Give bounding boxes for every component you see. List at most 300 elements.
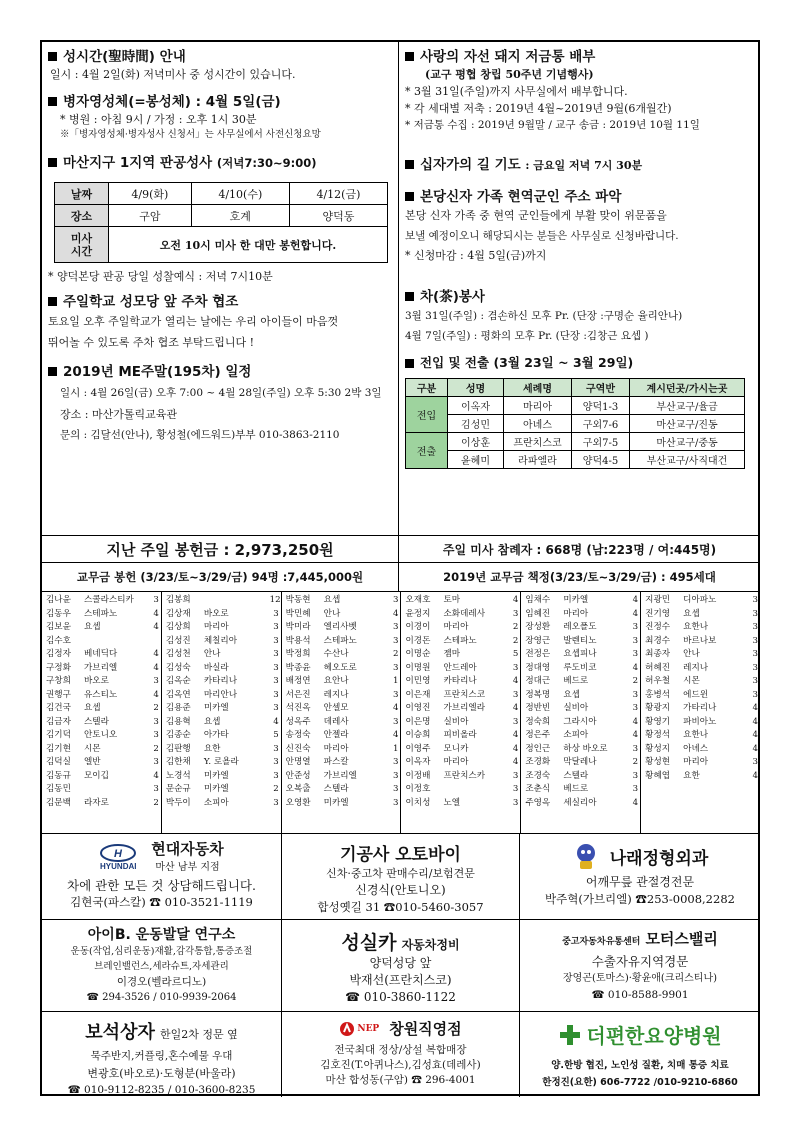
- ad-naerae: [520, 834, 760, 920]
- roster-count: 2: [512, 635, 519, 646]
- roster-name: 이경이: [405, 622, 431, 632]
- roster-name: 김기현: [46, 743, 71, 754]
- roster-row: [645, 648, 758, 662]
- roster-count: 3: [273, 703, 279, 713]
- roster-row: [46, 594, 159, 608]
- roster-baptism: 발렌티노: [563, 635, 597, 646]
- roster-baptism: 요셉: [323, 595, 341, 605]
- roster-count: 5: [512, 649, 519, 659]
- roster-baptism: 마리아: [203, 622, 229, 632]
- section-title: [48, 93, 393, 111]
- roster-row: [166, 594, 279, 608]
- sick-communion-title: 병자영성체(=봉성체) : 4월 5일(금): [63, 94, 281, 110]
- roster-baptism: 바오로: [203, 608, 229, 619]
- roster-name: 최경수: [645, 635, 671, 646]
- roster-baptism: 안나: [203, 649, 221, 659]
- ad-name: 아이B. 운동발달 연구소: [87, 927, 236, 943]
- roster-row: [405, 594, 518, 608]
- roster-count: 4: [752, 703, 758, 713]
- roster-baptism: 수산나: [323, 649, 349, 659]
- roster-count: 4: [393, 608, 399, 619]
- roster-row: [46, 635, 159, 649]
- hyundai-logo-icon: [99, 844, 137, 862]
- roster-row: [46, 743, 159, 757]
- roster-baptism: 아가타: [203, 730, 229, 740]
- roster-row: [166, 675, 279, 689]
- ad-name: 더편한요양병원: [586, 1024, 722, 1048]
- roster-count: 3: [512, 662, 519, 673]
- roster-count: 4: [632, 716, 639, 727]
- roster-name: 오재호: [405, 595, 431, 605]
- table-cell: 양덕1-3: [572, 397, 630, 415]
- roster-row: [46, 797, 159, 811]
- roster-count: 3: [512, 770, 519, 781]
- roster-baptism: [441, 783, 509, 797]
- roster-count: 4: [632, 797, 639, 808]
- roster-row: [405, 716, 518, 730]
- diocese-bar: [42, 563, 760, 591]
- roster-row: [286, 594, 399, 608]
- roster-count: 4: [512, 703, 519, 713]
- roster-count: 4: [632, 595, 639, 605]
- roster-count: 3: [752, 676, 758, 686]
- roster-row: [525, 689, 638, 703]
- roster-name: 황광지: [645, 703, 671, 713]
- roster-baptism: 프란치스카: [443, 770, 485, 781]
- roster-row: [286, 729, 399, 743]
- roster-name: 정반빈: [525, 703, 551, 713]
- roster-count: 3: [752, 635, 758, 646]
- transfer-in-label: 전입: [406, 397, 448, 433]
- roster-count: [150, 635, 159, 649]
- section-title: [405, 48, 755, 66]
- roster-name: 장성환: [525, 622, 551, 632]
- roster-name: 정대영: [525, 662, 551, 673]
- table-cell: 윤혜미: [448, 451, 504, 469]
- roster-baptism: 헤오도로: [323, 662, 357, 673]
- roster-count: 3: [273, 689, 279, 700]
- roster-baptism: 그라시아: [563, 716, 597, 727]
- roster-count: 3: [512, 608, 519, 619]
- transfer-title: 전입 및 전출: [420, 355, 490, 370]
- roster-row: [525, 716, 638, 730]
- roster-row: [525, 608, 638, 622]
- roster-row: [46, 729, 159, 743]
- roster-name: 김성천: [165, 649, 191, 659]
- ad-contact: 합성옛길 31 ☎010-5460-3057: [317, 900, 484, 914]
- roster-count: 4: [512, 676, 519, 686]
- soldier-text: 보낼 예정이오니 해당되시는 분들은 사무실로 신청바랍니다.: [405, 230, 679, 242]
- tea-service-line: 4월 7일(주일) : 평화의 모후 Pr. (단장 :김창근 요셉 ): [405, 330, 649, 342]
- roster-baptism: Y. 로욜라: [203, 757, 239, 767]
- roster-count: 3: [632, 689, 639, 700]
- roster-name: 석진옥: [285, 703, 311, 713]
- ad-line: 장영곤(토마스)·황윤애(크리스티나): [562, 973, 718, 984]
- roster-name: 김동우: [46, 608, 71, 619]
- ad-tag: 자동차정비: [401, 938, 460, 952]
- section-title: [405, 288, 755, 306]
- roster-row: [525, 621, 638, 635]
- confession-note: * 양덕본당 판공 당일 성찰예식 : 저녁 7시10분: [48, 270, 273, 283]
- roster-baptism: 스텔라: [563, 770, 589, 781]
- roster-baptism: 안토니오: [84, 730, 118, 740]
- roster-baptism: 미카엘: [563, 595, 589, 605]
- roster-row: [645, 756, 758, 770]
- roster-row: [286, 783, 399, 797]
- roster-count: 5: [273, 730, 279, 740]
- table-cell: 김성민: [448, 415, 504, 433]
- roster-row: [166, 689, 279, 703]
- roster-row: [525, 729, 638, 743]
- roster-row: [46, 648, 159, 662]
- roster-name: 김성숙: [165, 662, 191, 673]
- roster-row: [166, 797, 279, 811]
- roster-row: [286, 702, 399, 716]
- soldier-text: 본당 신자 가족 중 현역 군인들에게 부활 맞이 위문품을: [405, 209, 667, 222]
- roster-count: 3: [512, 784, 519, 794]
- roster-name: 이영진: [405, 703, 431, 713]
- roster-row: [405, 648, 518, 662]
- ad-line: 운동(작업,심리운동)재활,감각통합,통증조절: [70, 946, 253, 957]
- roster-baptism: 카타리나: [203, 676, 238, 686]
- roster-row: [525, 743, 638, 757]
- roster-row: [405, 743, 518, 757]
- roster-name: 김판행: [165, 743, 191, 754]
- table-header: 미사 시간: [55, 227, 109, 263]
- roster-count: 3: [632, 622, 639, 632]
- roster-name: 김성진: [165, 635, 191, 646]
- roster-baptism: 소화데레사: [443, 608, 485, 619]
- table-cell: 양덕4-5: [572, 451, 630, 469]
- diocese-offering: 교무금 봉헌 (3/23/토~3/29/금) 94명 :7,445,000원: [42, 563, 399, 591]
- roster-baptism: [82, 783, 150, 797]
- table-cell: 구외7-6: [572, 415, 630, 433]
- roster-baptism: 젬마: [443, 649, 461, 659]
- roster-baptism: 안드레아: [443, 662, 477, 673]
- piggybank-sub: (교구 평협 창립 50주년 기념행사): [425, 68, 594, 81]
- roster-row: [645, 729, 758, 743]
- roster-baptism: 카타리나: [443, 676, 477, 686]
- roster-row: [286, 648, 399, 662]
- ad-line: 묵주반지,커플링,혼수예물 우대: [90, 1050, 233, 1062]
- section-title: [48, 363, 393, 381]
- ad-name: 모터스밸리: [645, 930, 718, 948]
- roster-name: 황정석: [645, 730, 671, 740]
- roster-row: [46, 756, 159, 770]
- last-sunday-offering: 지난 주일 봉헌금 : 2,973,250원: [42, 536, 399, 562]
- tea-service-line: 3월 31일(주일) : 겸손하신 모후 Pr. (단장 :구명순 율리안나): [405, 310, 683, 322]
- roster-column: [401, 592, 521, 833]
- roster-baptism: 안셀모: [323, 703, 349, 713]
- table-cell: 마리아: [504, 397, 572, 415]
- roster-name: 주영옥: [525, 797, 551, 808]
- roster-baptism: 하상 바오로: [563, 743, 608, 754]
- roster-count: 3: [752, 608, 758, 619]
- ad-line: 차에 관한 모든 것 상담해드립니다.: [67, 878, 256, 893]
- roster-name: 이경돈: [405, 635, 431, 646]
- stations-detail: : 금요일 저녁 7시 30분: [525, 159, 643, 172]
- roster-count: 4: [153, 662, 159, 673]
- piggybank-line: * 저금통 수집 : 2019년 9월말 / 교구 송금 : 2019년 10월 11일: [405, 119, 700, 131]
- roster-row: [46, 608, 159, 622]
- roster-name: 노경석: [165, 770, 191, 781]
- roster-name: 허혜진: [645, 662, 671, 673]
- roster-baptism: 엘반: [84, 757, 101, 767]
- roster-row: [286, 662, 399, 676]
- roster-baptism: 요셉: [84, 703, 101, 713]
- roster-name: 황성현: [645, 757, 671, 767]
- roster-count: 3: [273, 608, 279, 619]
- roster-baptism: 요한나: [683, 730, 709, 740]
- roster-row: [405, 621, 518, 635]
- roster-name: 이승희: [405, 730, 431, 740]
- roster-count: 4: [512, 730, 519, 740]
- piggybank-title: 사랑의 자선 돼지 저금통 배부: [420, 49, 596, 65]
- ad-contact: ☎ 010-8588-9901: [591, 989, 689, 1001]
- roster-count: 1: [393, 743, 399, 754]
- roster-name: 이은재: [405, 689, 431, 700]
- roster-count: 3: [273, 743, 279, 754]
- roster-row: [405, 662, 518, 676]
- ad-name: 보석상자: [85, 1022, 155, 1043]
- roster-baptism: 프란치스코: [443, 689, 485, 700]
- roster-count: 4: [632, 662, 639, 673]
- roster-count: 4: [752, 770, 758, 781]
- roster-baptism: 모이깁: [84, 770, 109, 781]
- roster-row: [645, 608, 758, 622]
- table-cell: 호계: [191, 205, 289, 227]
- roster-count: 4: [752, 716, 758, 727]
- roster-baptism: 모니카: [443, 743, 469, 754]
- roster-row: [525, 675, 638, 689]
- roster-count: 3: [393, 770, 399, 781]
- roster-count: 3: [393, 784, 399, 794]
- roster-baptism: 요셉: [203, 716, 221, 727]
- ad-contact: ☎ 010-9112-8235 / 010-3600-8235: [67, 1084, 256, 1096]
- roster-row: [525, 702, 638, 716]
- roster-count: 3: [393, 635, 399, 646]
- roster-baptism: 미카엘: [203, 784, 229, 794]
- roster-name: 김용준: [165, 703, 191, 713]
- ad-name: 나래정형외과: [609, 848, 709, 869]
- roster-baptism: 마리안나: [203, 689, 238, 700]
- roster-baptism: 미카엘: [203, 703, 229, 713]
- me-weekend-date: 일시 : 4월 26일(금) 오후 7:00 ~ 4월 28일(주일) 오후 5:30 2박 3일: [60, 387, 382, 399]
- roster-row: [166, 702, 279, 716]
- ad-jewelry: [42, 1012, 282, 1097]
- roster-count: 4: [153, 608, 159, 619]
- roster-name: 송정숙: [285, 730, 311, 740]
- roster-column: [521, 592, 641, 833]
- roster-count: 4: [393, 703, 399, 713]
- ad-hospital: [520, 1012, 760, 1097]
- roster-name: 임혜진: [525, 608, 551, 619]
- roster-count: 3: [632, 770, 639, 781]
- roster-count: 4: [273, 716, 279, 727]
- roster-count: 3: [273, 662, 279, 673]
- adoration-title: 성시간(聖時間) 안내: [63, 49, 186, 65]
- table-cell: 4/12(금): [289, 183, 387, 205]
- roster-row: [525, 783, 638, 797]
- roster-row: [286, 635, 399, 649]
- table-cell: 이옥자: [448, 397, 504, 415]
- roster-baptism: 유스티노: [84, 689, 118, 700]
- roster-count: 4: [632, 730, 639, 740]
- roster-name: 김옥순: [165, 676, 191, 686]
- table-header: 계시던곳/가시는곳: [630, 379, 745, 397]
- offering-bar: [42, 535, 760, 563]
- roster-baptism: 에드윈: [683, 689, 709, 700]
- green-cross-icon: [558, 1023, 582, 1047]
- ad-contact: ☎ 294-3526 / 010-9939-2064: [86, 992, 237, 1003]
- roster-name: 김상재: [165, 608, 191, 619]
- roster-baptism: 마리아: [443, 757, 469, 767]
- roster-row: [645, 716, 758, 730]
- roster-count: 3: [752, 757, 758, 767]
- roster-name: 정대근: [525, 676, 551, 686]
- table-cell: 구외7-5: [572, 433, 630, 451]
- tea-service-title: 차(茶)봉사: [420, 289, 485, 305]
- nep-brand: NEP: [357, 1023, 380, 1034]
- table-cell: 양덕동: [289, 205, 387, 227]
- table-header: 성명: [448, 379, 504, 397]
- roster-row: [645, 689, 758, 703]
- square-bullet-icon: [405, 292, 414, 301]
- roster-count: 4: [752, 743, 758, 754]
- roster-baptism: 베네딕다: [84, 649, 118, 659]
- diocese-assessment: 2019년 교무금 책정(3/23/토~3/29/금) : 495세대: [443, 570, 716, 584]
- roster-name: 이명원: [405, 662, 431, 673]
- roster-name: 성옥주: [285, 716, 311, 727]
- roster-count: 4: [153, 689, 159, 700]
- roster-name: 조경화: [525, 757, 551, 767]
- roster-row: [166, 662, 279, 676]
- roster-count: 3: [273, 635, 279, 646]
- ad-contact: 박주혁(가브리엘) ☎253-0008,2282: [545, 892, 735, 906]
- roster-name: 구창희: [46, 676, 71, 686]
- roster-row: [166, 783, 279, 797]
- section-title: [405, 156, 755, 174]
- roster-count: 3: [752, 595, 758, 605]
- roster-count: 3: [512, 689, 519, 700]
- parking-title: 주일학교 성모당 앞 주차 협조: [63, 294, 239, 310]
- roster-name: 박용석: [285, 635, 311, 646]
- roster-name: 김정자: [46, 649, 71, 659]
- ad-hyundai: [42, 834, 282, 920]
- hyundai-brand: HYUNDAI: [100, 861, 137, 871]
- square-bullet-icon: [48, 52, 57, 61]
- roster-baptism: 마리아: [683, 757, 709, 767]
- roster-row: [525, 756, 638, 770]
- roster-baptism: 미카엘: [323, 797, 349, 808]
- roster-name: 박미라: [285, 622, 311, 632]
- transfer-table: [405, 378, 745, 469]
- roster-name: 김용혁: [165, 716, 191, 727]
- roster-baptism: 안나: [323, 608, 341, 619]
- roster-row: [46, 675, 159, 689]
- me-weekend-title: 2019년 ME주말(195차) 일정: [63, 364, 252, 380]
- roster-baptism: 베드로: [563, 676, 589, 686]
- roster-row: [286, 770, 399, 784]
- ad-line: 전국최대 정상/상설 복합매장: [334, 1044, 467, 1056]
- roster-count: 3: [393, 797, 399, 808]
- section-title: [48, 293, 393, 311]
- roster-row: [405, 729, 518, 743]
- nep-logo-icon: [339, 1021, 379, 1037]
- roster-name: 황성지: [645, 743, 671, 754]
- roster-name: 박종윤: [285, 662, 311, 673]
- roster-row: [405, 675, 518, 689]
- table-cell: 오전 10시 미사 한 대만 봉헌합니다.: [109, 227, 388, 263]
- roster-baptism: 시몬: [683, 676, 700, 686]
- roster-name: 오복출: [285, 784, 311, 794]
- table-cell: 마산교구/중동: [630, 433, 745, 451]
- roster-baptism: 노엘: [443, 797, 461, 808]
- roster-name: 윤정지: [405, 608, 431, 619]
- square-bullet-icon: [405, 359, 414, 368]
- roster-row: [405, 797, 518, 811]
- roster-baptism: 실비아: [563, 703, 589, 713]
- roster-count: 3: [393, 662, 399, 673]
- square-bullet-icon: [48, 97, 57, 106]
- roster-baptism: 파비아노: [683, 716, 717, 727]
- ad-changwon: [282, 1012, 520, 1097]
- roster-name: 전정은: [525, 649, 551, 659]
- roster-name: 박동현: [285, 595, 311, 605]
- roster-baptism: 요셉: [683, 608, 700, 619]
- roster-name: 이옥자: [405, 757, 431, 767]
- roster-count: 3: [632, 703, 639, 713]
- square-bullet-icon: [48, 297, 57, 306]
- roster-row: [286, 797, 399, 811]
- roster-baptism: 피비올라: [443, 730, 477, 740]
- roster-count: 3: [393, 716, 399, 727]
- roster-baptism: 엘리사벳: [323, 622, 357, 632]
- roster-baptism: 소피아: [563, 730, 589, 740]
- roster-count: 4: [512, 743, 519, 754]
- square-bullet-icon: [405, 52, 414, 61]
- ad-line: 양.한방 협진, 노인성 질환, 치매 통증 치료: [551, 1060, 729, 1071]
- roster-name: 김기덕: [46, 730, 71, 740]
- roster-count: 4: [153, 622, 159, 632]
- roster-baptism: 스텔라: [323, 784, 349, 794]
- roster-baptism: [82, 635, 150, 649]
- roster-name: 박민혜: [285, 608, 311, 619]
- soldier-title: 본당신자 가족 현역군인 주소 파악: [420, 189, 622, 205]
- roster-row: [286, 743, 399, 757]
- roster-baptism: 레지나: [683, 662, 709, 673]
- roster-name: 김나윤: [46, 595, 71, 605]
- table-header: 날짜: [55, 183, 109, 205]
- table-header: 구분: [406, 379, 448, 397]
- roster-row: [286, 675, 399, 689]
- section-title: [48, 154, 393, 172]
- roster-row: [525, 770, 638, 784]
- roster-count: 3: [273, 757, 279, 767]
- roster-row: [405, 689, 518, 703]
- roster-count: 2: [632, 676, 639, 686]
- roster-name: 황혜엽: [645, 770, 671, 781]
- ad-line: 신차·중고차 판매수리/보험견문: [326, 867, 475, 880]
- parking-text: 뛰어놀 수 있도록 주차 협조 부탁드립니다 !: [48, 336, 255, 349]
- roster-name: 정숙희: [525, 716, 551, 727]
- roster-row: [286, 621, 399, 635]
- table-cell: 4/10(수): [191, 183, 289, 205]
- roster-baptism: 요한: [683, 770, 700, 781]
- roster-count: 2: [153, 703, 159, 713]
- roster-baptism: 아녜스: [683, 743, 709, 754]
- roster-name: 이민영: [405, 676, 431, 686]
